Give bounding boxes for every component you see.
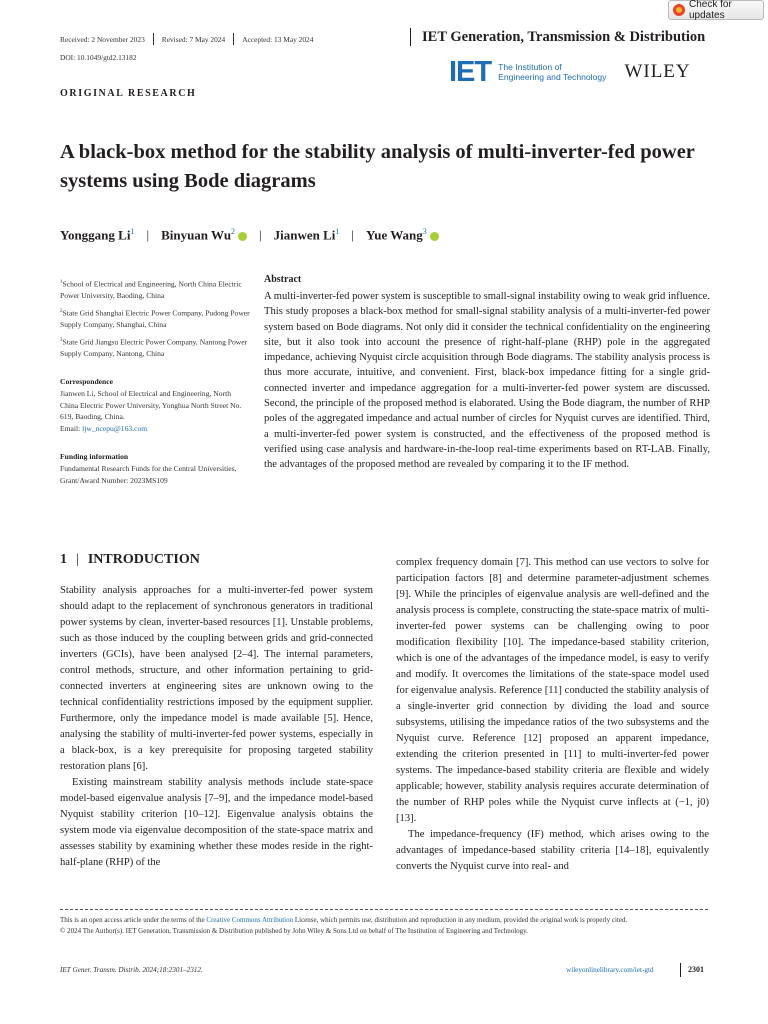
paragraph: complex frequency domain [7]. This method can use vectors to solve for participation factors [8] and determine parameter-adjustment schemes [9]. While the principles of eigenvalue analysis are well-defined and the analysis process is complete, constructing the state-space matrix of multi-inverter-fed power systems can be challenging owing to poor modification flexibility [10]. The impedance-based stability criterion, which is one of the advantages of the impedance model, is easy to verify and modify. It overcomes the limitations of the state-space model used for eigenvalue analysis. Reference [11] conducted the stability analysis of a single-inverter grid connection by dividing the load and source subsystems, utilising the impedance ratios of the two subsystems and the Nyquist curve. Reference [12] proposed an apparent impedance, extending the criterion presented in [11] to multi-inverter-fed power systems. The impedance-based stability criteria are flexible and widely applicable; however, stability analysis requires accurate determination of the number of RHP poles while the Nyquist curve inflects at (−1, j0) [13]. — [396, 557, 709, 824]
orcid-icon[interactable] — [238, 232, 247, 241]
doi[interactable]: DOI: 10.1049/gtd2.13182 — [60, 53, 137, 62]
author[interactable]: Yonggang Li$^1$ — [60, 227, 135, 243]
author-list — [60, 227, 439, 243]
wiley-logo: WILEY — [624, 61, 691, 82]
journal-url-link[interactable]: wileyonlinelibrary.com/iet-gtd — [566, 966, 654, 974]
author[interactable]: Jianwen Li$^1$ — [273, 227, 340, 243]
email-link[interactable]: ljw_ncepu@163.com — [82, 423, 148, 433]
correspondence-text: Jianwen Li, School of Electrical and Engineering, North China Electric Power University, Yonghua North Street No. 619, Baoding, China. Email: ljw_ncepu@163.com — [60, 389, 242, 433]
orcid-icon[interactable] — [430, 232, 439, 241]
affiliation: $^2$State Grid Shanghai Electric Power Company, Pudong Power Supply Company, Shanghai, China — [60, 308, 250, 330]
divider — [233, 33, 234, 45]
article-type: ORIGINAL RESEARCH — [60, 88, 197, 99]
funding-heading: Funding information — [60, 452, 129, 461]
right-column — [396, 555, 709, 875]
iet-name-line1: The Institution of — [498, 62, 562, 72]
abstract-body: A multi-inverter-fed power system is susceptible to small-signal instability owing to weak grid influence. This study proposes a black-box method for small-signal stability analysis of a multi-inverter-fed power system based on Bode diagrams. Not only did it consider the technical confidentiality on the engineering site, but it also took into account the presence of right-half-plane (RHP) pole in the aggregated impedance, achieving Nyquist circle acquisition through Bode diagrams. The stability analysis process is thus more accurate, intuitive, and convenient. First, black-box impedance fitting for a single grid-connected inverter and impedance aggregation for a multi-inverter-fed power system are discussed. Second, the principle of the proposed method is elaborated. Using the Bode diagram, the number of RHP poles of the aggregated impedance and actual number of circles for Nyquist curves are identified. Third, a multi-inverter-fed power system is constructed, and the effectiveness of the proposed method is verified using case analysis and hardware-in-the-loop real-time experiments based on RT-LAB. Finally, the advantages of the proposed method are revealed by comparing it to the IF method. — [264, 291, 710, 471]
iet-mark: IET — [449, 56, 492, 88]
paragraph: Existing mainstream stability analysis methods include state-space model-based eigenvalue analysis [7–9], and the impedance model-based Nyquist stability criterion [10–12]. Eigenvalue analysis obtains the system mode via eigenvalue decomposition of the state-space matrix and assesses stability by examining whether these modes reside in the right-half-plane (RHP) of the — [60, 777, 373, 868]
divider: | — [146, 227, 150, 243]
crossmark-icon — [673, 4, 685, 16]
paragraph: The impedance-frequency (IF) method, which arises owing to the advantages of impedance-based stability criteria [14–18], equivalently converts the Nyquist curve into real- and — [396, 829, 709, 872]
revised-date: Revised: 7 May 2024 — [161, 34, 226, 44]
license-notice: This is an open access article under the terms of the Creative Commons Attribution License, which permits use, distribution and reproduction in any medium, provided the original work is properly cited. © 2024 The Author(s). IET Generation, Transmission & Distribution published by John Wiley & Sons Ltd on behalf of The Institution of Engineering and Technology. — [60, 916, 628, 935]
citation-footer: IET Gener. Transm. Distrib. 2024;18:2301–2312. — [60, 966, 203, 974]
cc-license-link[interactable]: Creative Commons Attribution — [206, 916, 294, 924]
divider — [153, 33, 154, 45]
author[interactable]: Binyuan Wu$^2$ — [161, 227, 247, 243]
correspondence-heading: Correspondence — [60, 377, 114, 386]
received-date: Received: 2 November 2023 — [60, 34, 145, 44]
divider: | — [351, 227, 355, 243]
copyright: © 2024 The Author(s). IET Generation, Transmission & Distribution published by John Wiley & Sons Ltd on behalf of The Institution of Engineering and Technology. — [60, 927, 528, 935]
check-for-updates-button[interactable] — [668, 0, 764, 20]
iet-name-line2: Engineering and Technology — [498, 72, 607, 82]
abstract-heading: Abstract — [264, 274, 302, 285]
page-number: 2301 — [688, 965, 704, 974]
check-for-updates-label: Check for updates — [689, 0, 732, 21]
affiliation: $^1$School of Electrical and Engineering, North China Electric Power University, Baoding, China — [60, 279, 242, 301]
author[interactable]: Yue Wang$^3$ — [366, 227, 439, 243]
accepted-date: Accepted: 13 May 2024 — [242, 34, 314, 44]
journal-title: IET Generation, Transmission & Distribution — [422, 29, 706, 45]
footer-divider — [680, 963, 681, 977]
paragraph: Stability analysis approaches for a multi-inverter-fed power system should adapt to the replacement of synchronous generators in traditional power systems by clean, inverter-based resources [1]. Unstable problems, such as those induced by the coupling between grids and grid-connected inverters (GCIs), have been analysed [2–4]. The internal parameters, control methods, structure, and other information pertaining to grid-connected inverters at engineering sites are unknown owing to the technical confidentiality restrictions imposed by the equipment supplier. Furthermore, only the impedance model is made available [5]. Hence, analysing the stability of multi-inverter-fed power systems, especially in a black-box, is a key prerequisite for proposing targeted stability restoration plans [6]. — [60, 585, 373, 772]
divider: | — [259, 227, 262, 243]
article-title: A black-box method for the stability analysis of multi-inverter-fed power systems using Bode diagrams — [60, 141, 695, 192]
left-column — [60, 583, 373, 871]
section-heading: 1 | INTRODUCTION — [60, 552, 200, 567]
publisher-logos — [449, 58, 691, 86]
article-history — [60, 33, 313, 45]
footnote-divider — [60, 909, 708, 910]
affiliation: $^3$State Grid Jiangsu Electric Power Company, Nantong Power Supply Company, Nantong, China — [60, 337, 248, 359]
funding-text: Fundamental Research Funds for the Central Universities, Grant/Award Number: 2023MS109 — [60, 464, 237, 485]
iet-logo — [449, 58, 606, 86]
